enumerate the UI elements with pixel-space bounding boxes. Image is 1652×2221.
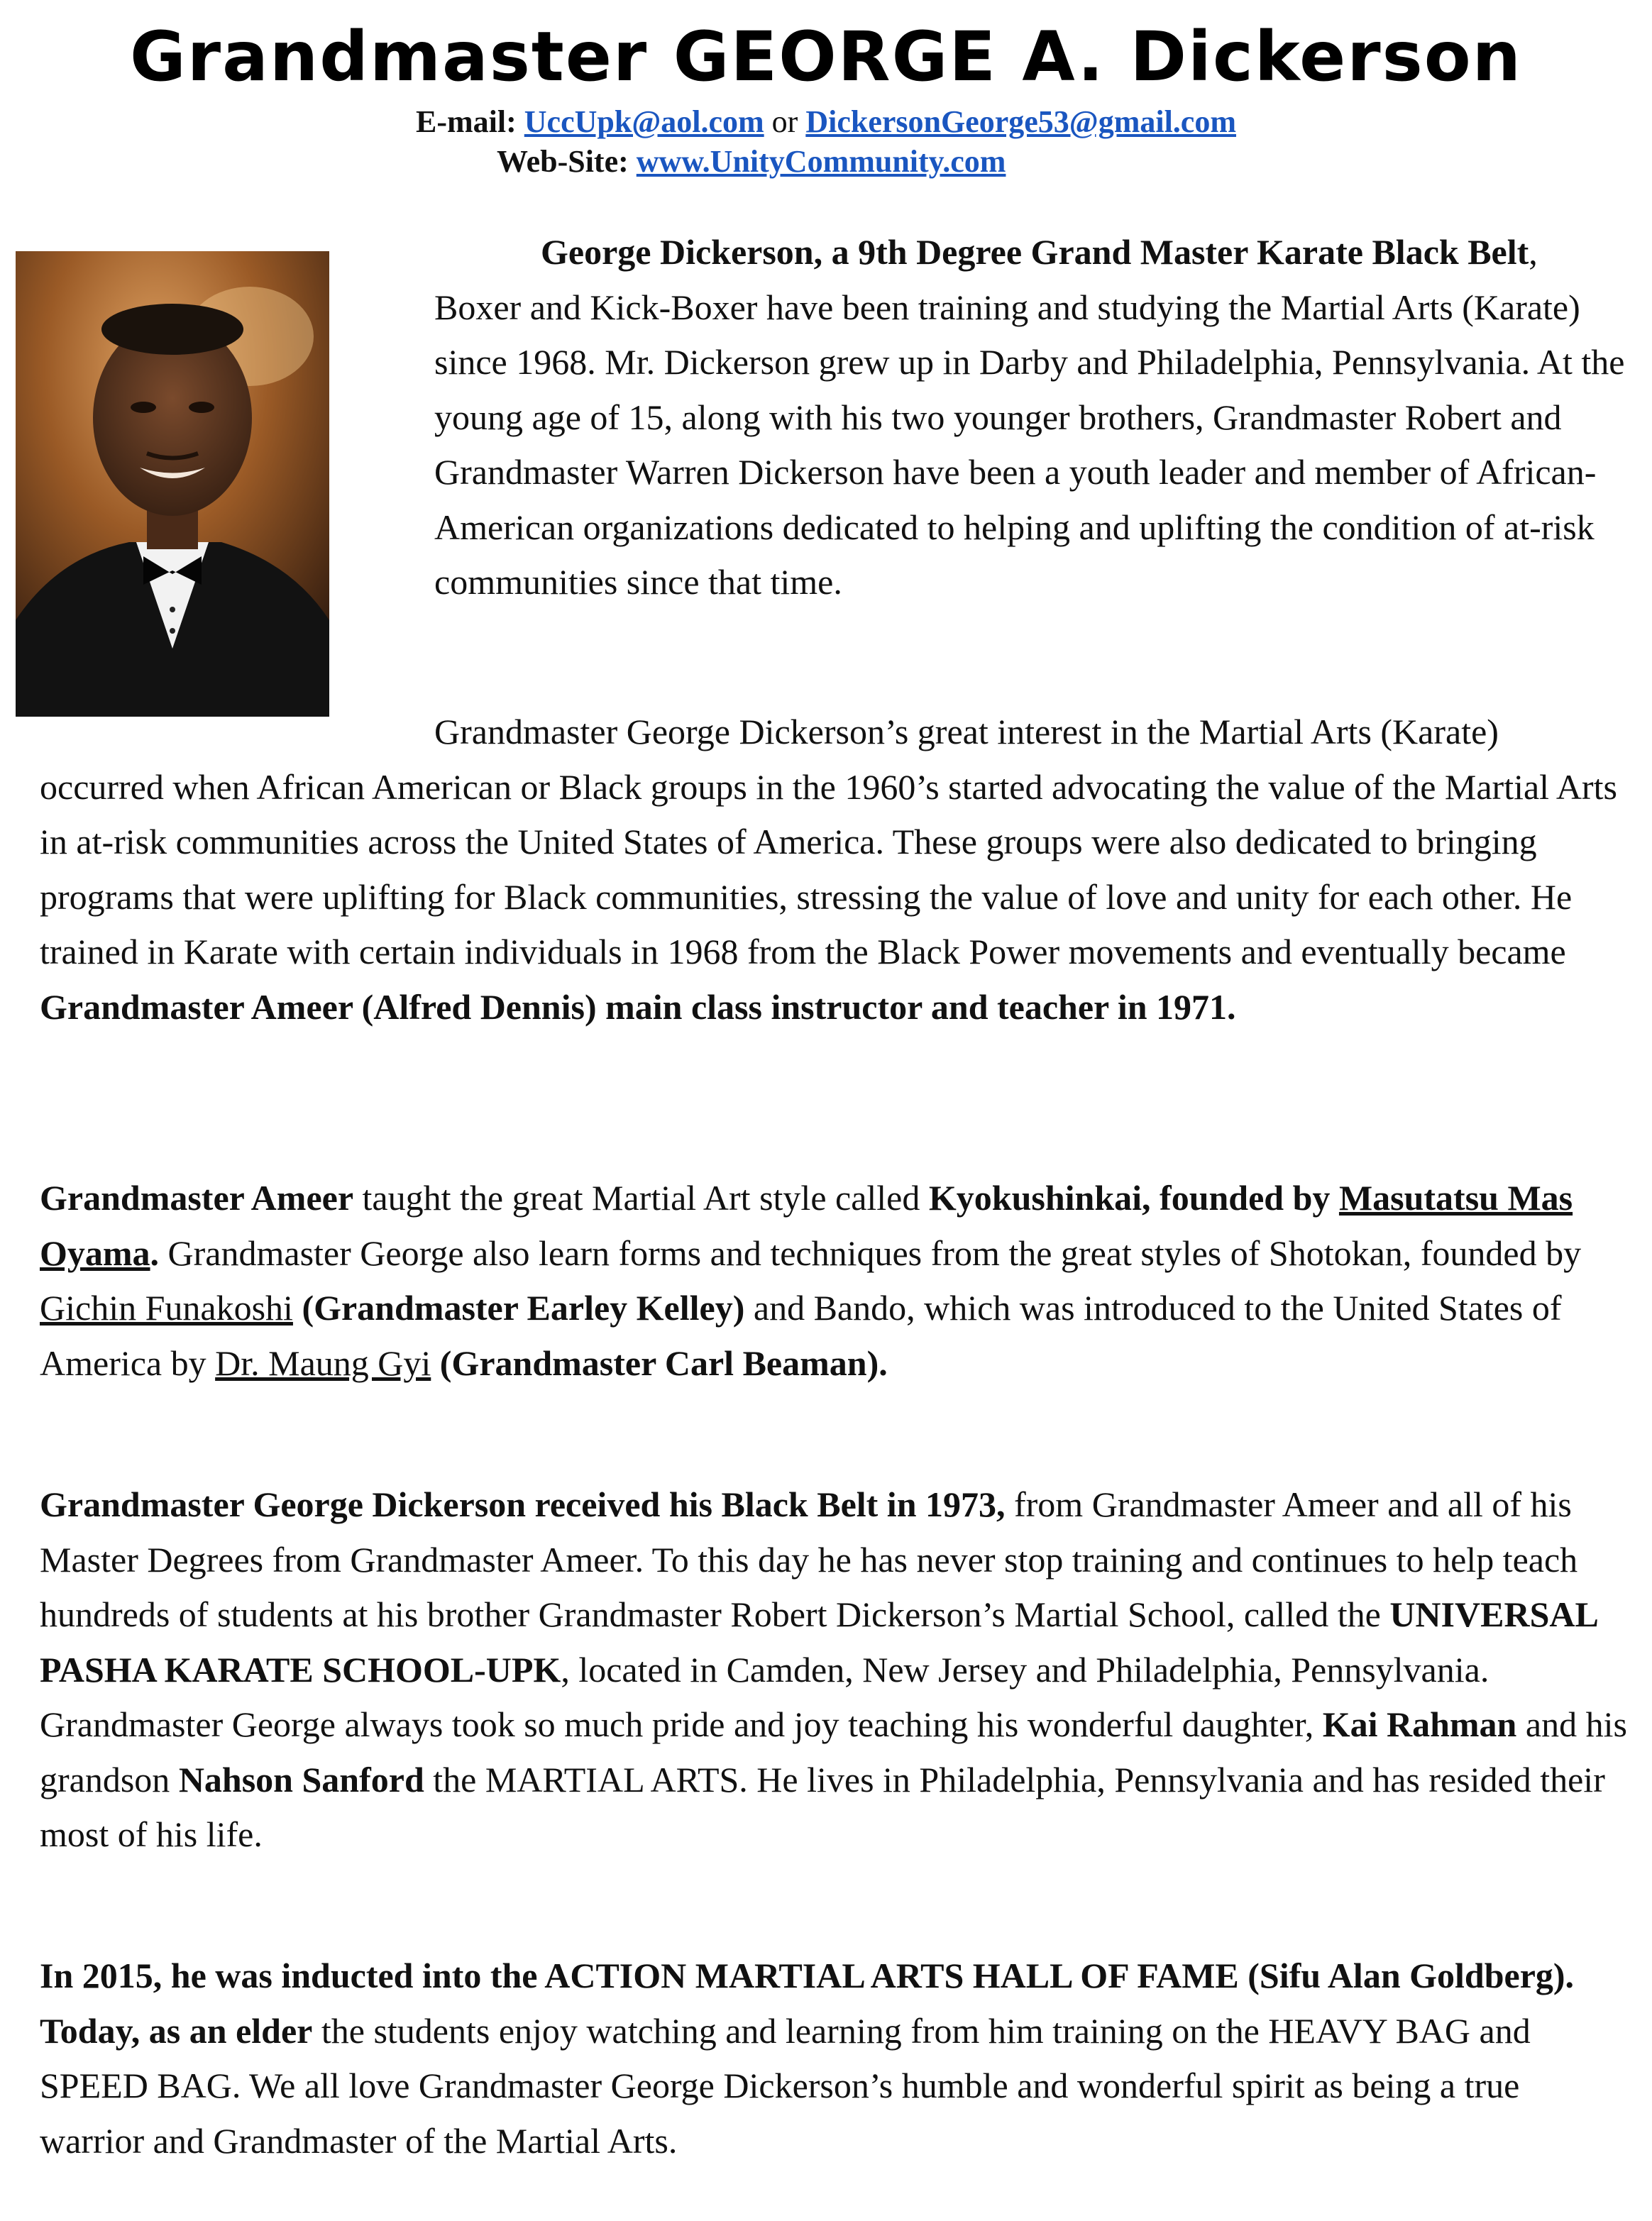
styles-funakoshi-link[interactable]: Gichin Funakoshi xyxy=(40,1288,293,1328)
styles-space-2 xyxy=(431,1343,440,1383)
email-line xyxy=(0,102,1652,142)
website-link[interactable]: www.UnityCommunity.com xyxy=(636,144,1006,179)
styles-period: . xyxy=(150,1233,160,1273)
fame-bold-text: In 2015, he was inducted into the ACTION MARTIAL ARTS HALL OF FAME (Sifu Alan Goldberg). Today, as an elder xyxy=(40,1956,1575,2051)
paragraph-intro xyxy=(434,225,1626,610)
styles-kelley: (Grandmaster Earley Kelley) xyxy=(302,1288,745,1328)
paragraph-black-belt xyxy=(40,1477,1629,1863)
email-link-aol[interactable]: UccUpk@aol.com xyxy=(524,104,764,139)
belt-school-name: UNIVERSAL PASHA KARATE SCHOOL-UPK xyxy=(40,1594,1597,1690)
email-or: or xyxy=(771,104,798,139)
styles-text-1: taught the great Martial Art style called xyxy=(353,1178,929,1218)
intro-text: , Boxer and Kick-Boxer have been training and studying the Martial Arts (Karate) since 1968. Mr. Dickerson grew up in Darby and Philadelphia, Pennsylvania. At the young age of 15, along with his two younger brothers, Grandmaster Robert and Grandmaster Warren Dickerson have been a youth leader and member of African-American organizations dedicated to helping and uplifting the condition of at-risk communities since that time. xyxy=(434,232,1625,602)
intro-bold-text: George Dickerson, a 9th Degree Grand Master Karate Black Belt xyxy=(541,232,1529,272)
styles-text-2: Grandmaster George also learn forms and techniques from the great styles of Shotokan, founded by xyxy=(159,1233,1582,1273)
belt-grandson-name: Nahson Sanford xyxy=(178,1759,424,1800)
interest-text: Grandmaster George Dickerson’s great interest in the Martial Arts (Karate) occurred when African American or Black groups in the 1960’s started advocating the value of the Martial Arts in at-risk communities across the United States of America. These groups were also dedicated to bringing programs that were uplifting for Black communities, stressing the value of love and unity for each other. He trained in Karate with certain individuals in 1968 from the Black Power movements and eventually became xyxy=(40,712,1617,971)
paragraph-hall-of-fame xyxy=(40,1949,1629,2168)
page-title: Grandmaster GEORGE A. Dickerson xyxy=(129,17,1523,97)
paragraph-interest xyxy=(40,705,1629,1035)
styles-gyi-link[interactable]: Dr. Maung Gyi xyxy=(215,1343,431,1383)
styles-oyama-link[interactable]: Masutatsu Mas Oyama xyxy=(40,1178,1573,1273)
portrait-photo xyxy=(16,251,329,717)
styles-space-1 xyxy=(293,1288,302,1328)
email-label: E-mail: xyxy=(416,104,517,139)
fame-text: the students enjoy watching and learning from him training on the HEAVY BAG and SPEED BAG. We all love Grandmaster George Dickerson’s humble and wonderful spirit as being a true warrior and Grandmaster of the Martial Arts. xyxy=(40,2010,1531,2161)
website-label: Web-Site: xyxy=(497,144,629,179)
belt-text-2: , located in Camden, New Jersey and Philadelphia, Pennsylvania. Grandmaster George always took so much pride and joy teaching his wonderful daughter, xyxy=(40,1649,1489,1744)
paragraph-styles xyxy=(40,1171,1629,1391)
interest-bold-text: Grandmaster Ameer (Alfred Dennis) main class instructor and teacher in 1971. xyxy=(40,986,1236,1027)
email-link-gmail[interactable]: DickersonGeorge53@gmail.com xyxy=(805,104,1236,139)
styles-ameer: Grandmaster Ameer xyxy=(40,1178,354,1218)
styles-kyokushinkai: Kyokushinkai, founded by xyxy=(928,1178,1339,1218)
styles-beaman: (Grandmaster Carl Beaman). xyxy=(439,1343,888,1383)
belt-daughter-name: Kai Rahman xyxy=(1322,1704,1517,1744)
belt-text-1: from Grandmaster Ameer and all of his Master Degrees from Grandmaster Ameer. To this day he has never stop training and continues to help teach hundreds of students at his brother Grandmaster Robert Dickerson’s Martial School, called the xyxy=(40,1484,1578,1634)
website-line xyxy=(497,142,1006,182)
belt-text-3: and his grandson xyxy=(40,1704,1627,1800)
belt-bold-text: Grandmaster George Dickerson received his Black Belt in 1973, xyxy=(40,1484,1006,1524)
belt-text-4: the MARTIAL ARTS. He lives in Philadelphia, Pennsylvania and has resided their most of his life. xyxy=(40,1759,1605,1854)
styles-text-3: and Bando, which was introduced to the United States of America by xyxy=(40,1288,1562,1383)
